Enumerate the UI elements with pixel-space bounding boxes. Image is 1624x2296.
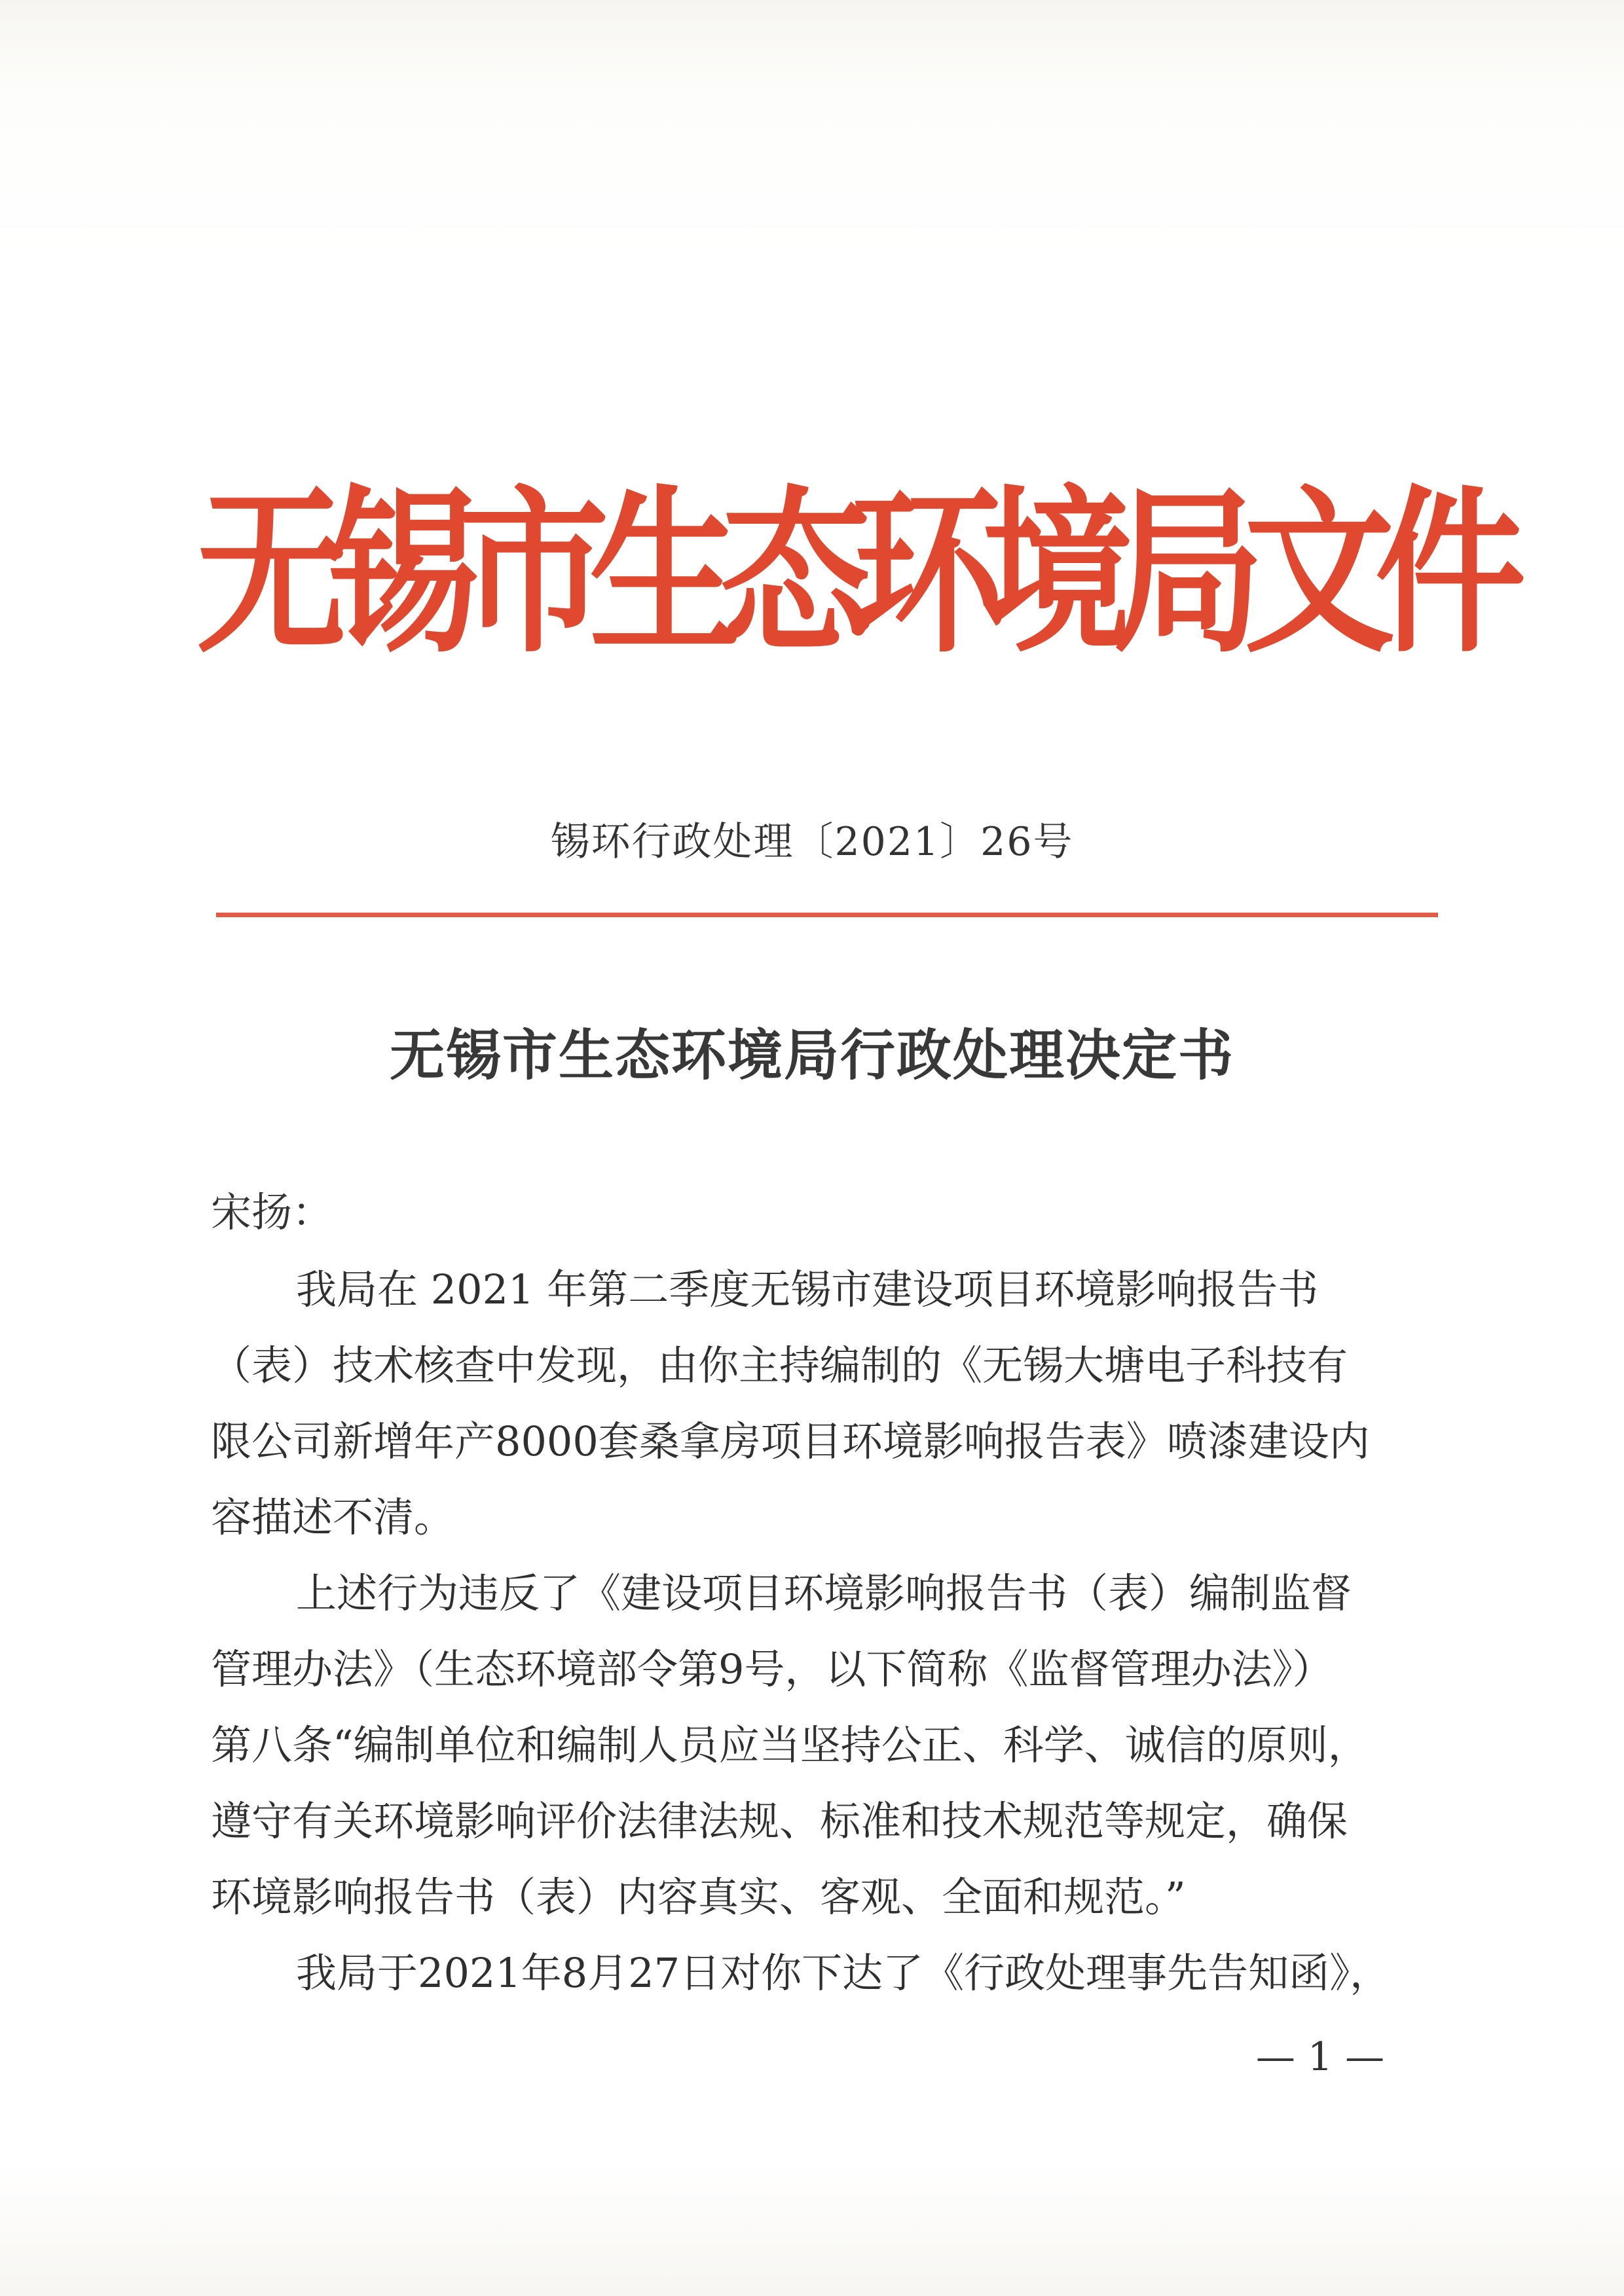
letterhead-char: 无 (196, 468, 348, 678)
body-line: 管理办法》（生态环境部令第9号，以下简称《监督管理办法》） (211, 1645, 1333, 1693)
body-line: 我局在 2021 年第二季度无锡市建设项目环境影响报告书 (296, 1266, 1319, 1313)
letterhead-char: 市 (458, 468, 610, 678)
body-line: 上述行为违反了《建设项目环境影响报告书（表）编制监督 (296, 1569, 1352, 1617)
letterhead-char: 局 (1113, 468, 1264, 678)
body-line: 第八条“编制单位和编制人员应当坚持公正、科学、诚信的原则， (211, 1721, 1369, 1769)
letterhead-char: 态 (720, 468, 872, 678)
addressee: 宋扬： (211, 1188, 333, 1236)
letterhead-char: 锡 (327, 468, 479, 678)
document-title: 无锡市生态环境局行政处理决定书 (389, 1023, 1234, 1087)
document-number: 锡环行政处理〔2021〕26号 (550, 819, 1074, 865)
body-line: 限公司新增年产8000套桑拿房项目环境影响报告表》喷漆建设内 (211, 1417, 1370, 1465)
letterhead-char: 生 (589, 468, 741, 678)
body-line: （表）技术核查中发现，由你主持编制的《无锡大塘电子科技有 (211, 1341, 1348, 1389)
letterhead-title (196, 468, 1526, 678)
body-line: 容描述不清。 (211, 1493, 455, 1541)
body-line: 遵守有关环境影响评价法律法规、标准和技术规范等规定，确保 (211, 1797, 1348, 1845)
page-number: — 1 — (1255, 2034, 1385, 2080)
body-line: 环境影响报告书（表）内容真实、客观、全面和规范。” (211, 1873, 1186, 1921)
letterhead-char: 境 (982, 468, 1134, 678)
red-divider-line (216, 913, 1438, 917)
letterhead-char: 环 (851, 468, 1003, 678)
letterhead-char: 件 (1375, 468, 1526, 678)
body-line: 我局于2021年8月27日对你下达了《行政处理事先告知函》， (296, 1949, 1391, 1997)
letterhead-char: 文 (1244, 468, 1395, 678)
